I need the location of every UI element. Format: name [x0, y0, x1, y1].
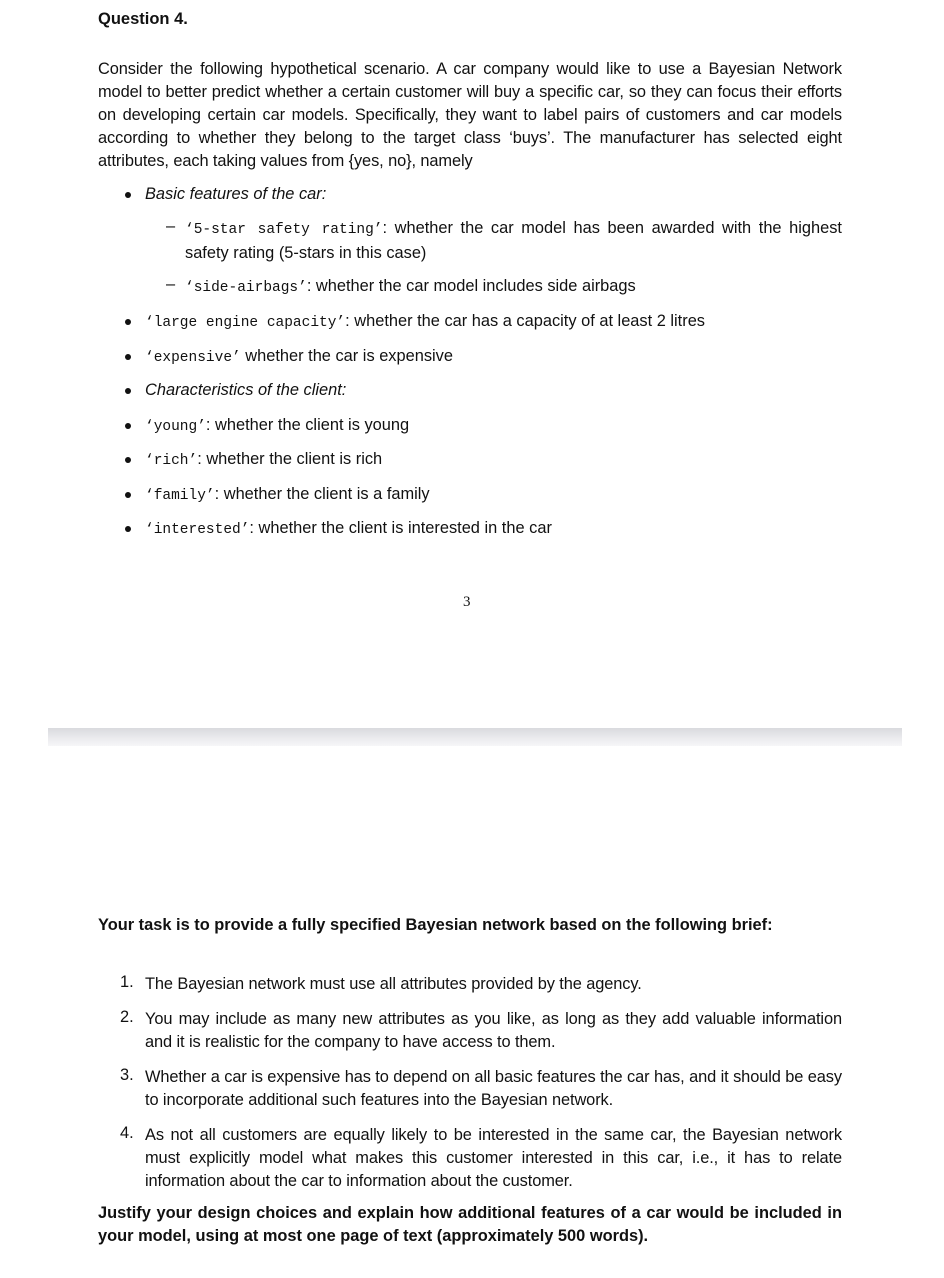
list-item — [145, 517, 552, 542]
dash-marker: – — [166, 217, 176, 235]
list-item — [145, 414, 409, 439]
sub-item — [185, 217, 842, 265]
page-divider — [48, 728, 902, 746]
attribute-code: ‘young’ — [145, 419, 206, 435]
bullet-dot — [125, 354, 131, 360]
list-number: 2. — [120, 1008, 134, 1026]
numbered-item: You may include as many new attributes as you like, as long as they add valuable information and it is realistic for the company to have access to them. — [145, 1010, 842, 1051]
dash-marker: – — [166, 275, 176, 293]
attribute-code: ‘expensive’ — [145, 350, 241, 366]
bullet-dot — [125, 526, 131, 532]
bullet-dot — [125, 192, 131, 198]
attribute-desc: : whether the client is rich — [197, 450, 383, 468]
attribute-desc: : whether the client is interested in the car — [249, 519, 552, 537]
attribute-code: ‘interested’ — [145, 522, 250, 538]
numbered-item: Whether a car is expensive has to depend on all basic features the car has, and it should be easy to incorporate additional such features into the Bayesian network. — [145, 1068, 842, 1109]
attribute-code: ‘family’ — [145, 488, 215, 504]
attribute-code: ‘5-star safety rating’ — [185, 222, 383, 238]
attribute-desc: : whether the client is young — [205, 416, 410, 434]
attribute-desc: : whether the car model includes side airbags — [306, 277, 636, 295]
bullet-dot — [125, 319, 131, 325]
justify-instruction: Justify your design choices and explain how additional features of a car would be included in your model, using at most one page of text (approximately 500 words). — [98, 1204, 842, 1245]
bullet-dot — [125, 492, 131, 498]
list-item — [145, 448, 382, 473]
intro-paragraph: Consider the following hypothetical scenario. A car company would like to use a Bayesian Network model to better predict whether a certain customer will buy a specific car, so they can focus their efforts on developing certain car models. Specifically, they want to label pairs of customers and car models according to whether they belong to the target class ‘buys’. The manufacturer has selected eight attributes, each taking values from {yes, no}, namely — [98, 60, 842, 170]
bullet-dot — [125, 388, 131, 394]
list-number: 1. — [120, 973, 134, 991]
task-heading: Your task is to provide a fully specified Bayesian network based on the following brief: — [98, 916, 773, 934]
list-number: 3. — [120, 1066, 134, 1084]
attribute-code: ‘rich’ — [145, 453, 198, 469]
sub-item — [185, 275, 636, 300]
attribute-code: ‘large engine capacity’ — [145, 315, 346, 331]
bullet-dot — [125, 423, 131, 429]
attribute-desc: : whether the car model has been awarded with the highest safety rating (5-stars in this case) — [185, 219, 842, 262]
attribute-code: ‘side-airbags’ — [185, 280, 307, 296]
numbered-item: As not all customers are equally likely to be interested in the same car, the Bayesian network must explicitly model what makes this customer interested in this car, i.e., it has to relate information about the car to information about the customer. — [145, 1126, 842, 1190]
list-item — [145, 345, 453, 370]
numbered-item: The Bayesian network must use all attributes provided by the agency. — [145, 975, 642, 993]
list-item — [145, 310, 705, 335]
list-number: 4. — [120, 1124, 134, 1142]
attribute-desc: whether the car is expensive — [240, 347, 453, 365]
bullet-dot — [125, 457, 131, 463]
page-number: 3 — [463, 594, 471, 610]
list-item — [145, 483, 430, 508]
attribute-desc: : whether the client is a family — [214, 485, 430, 503]
basic-features-heading: Basic features of the car: — [145, 185, 327, 203]
attribute-desc: : whether the car has a capacity of at least 2 litres — [345, 312, 706, 330]
client-heading: Characteristics of the client: — [145, 381, 347, 399]
question-title: Question 4. — [98, 10, 188, 28]
